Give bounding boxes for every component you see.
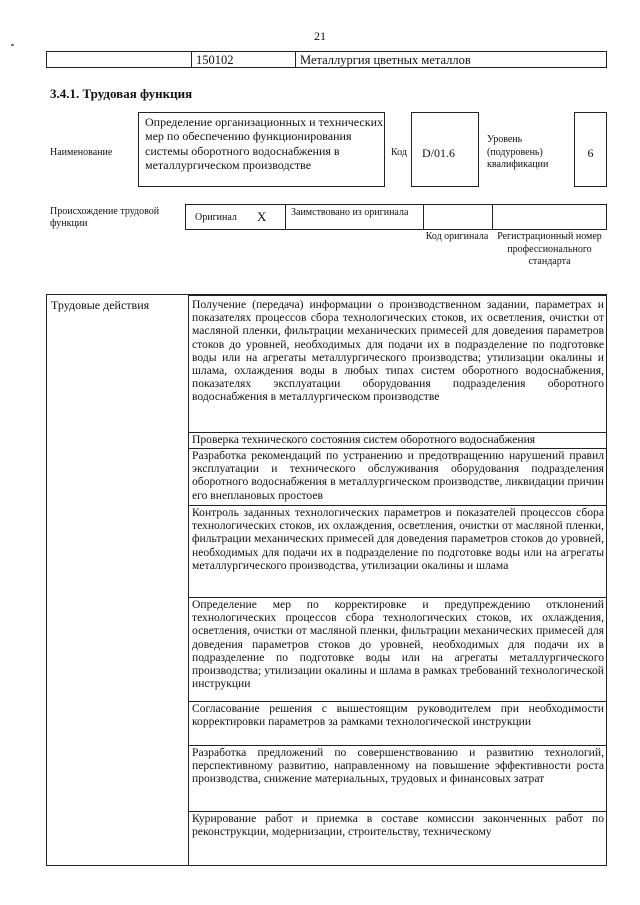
code-box — [411, 112, 479, 187]
code-original-label: Код оригинала — [425, 231, 489, 242]
origin-divider — [285, 205, 286, 229]
code-label: Код — [391, 147, 407, 158]
labor-action-item: Контроль заданных технологических параметров и показателей процессов сбора технологических стоков, их охлаждения, осветления, очистки от масляной пленки, фильтрации механических примесей для доведения параметров стоков до уровней, необходимых для подачи их в подразделение по подготовке воды или на агрегаты металлургического производства, утилизации окалины и шлама — [189, 505, 607, 597]
origin-table — [185, 204, 607, 230]
function-code: D/01.6 — [422, 146, 455, 160]
labor-action-item: Получение (передача) информации о производственном задании, параметрах и показателях процессов сбора технологических стоков, их осветления, очистки от масляной пленки, фильтрации механических примесей для доведения параметров стоков до уровней, необходимых для подачи их в подразделение по подготовке воды или на агрегаты металлургического производства; утилизации окалины и шлама, охлаждения воды в любых типах систем оборотного водоснабжения, показателях эксплуатации оборудования подразделения оборотного водоснабжения в металлургическом производстве — [189, 295, 607, 432]
function-name-box — [138, 112, 385, 187]
scan-mark — [11, 44, 14, 46]
labor-action-item: Согласование решения с вышестоящим руководителем при необходимости корректировки параметров за рамками технологической инструкции — [189, 701, 607, 745]
labor-action-item: Разработка рекомендаций по устранению и предотвращению нарушений правил эксплуатации и технического обслуживания оборудования подразделения оборотного водоснабжения в металлургическом производстве, ликвидации причин его внеплановых простоев — [189, 448, 607, 505]
specialty-code: 150102 — [196, 53, 234, 67]
page-number: 21 — [314, 29, 326, 43]
labor-actions-label: Трудовые действия — [51, 298, 150, 312]
borrowed-label: Заимствовано из оригинала — [291, 207, 409, 218]
origin-divider — [492, 205, 493, 229]
function-name: Определение организационных и технических мер по обеспечению функционирования системы оборотного водоснабжения в металлургическом производстве — [145, 115, 383, 173]
labor-action-item: Курирование работ и приемка в составе комиссии законченных работ по реконструкции, модернизации, строительству, техническому — [189, 811, 607, 867]
code-row-divider — [191, 52, 192, 67]
section-title: 3.4.1. Трудовая функция — [50, 86, 193, 101]
qualification-level: 6 — [587, 146, 594, 160]
original-mark: X — [257, 209, 267, 224]
origin-label: Происхождение трудовой функции — [50, 206, 160, 229]
origin-divider — [423, 205, 424, 229]
reg-number-label: Регистрационный номер профессионального стандарта — [497, 231, 602, 267]
original-label: Оригинал — [195, 212, 237, 223]
level-box — [574, 112, 607, 187]
specialty-code-row — [46, 51, 607, 68]
level-label: Уровень (подуровень) квалификации — [487, 134, 549, 170]
labor-action-item: Определение мер по корректировке и предупреждению отклонений технологических процессов сбора технологических стоков, их охлаждения, осветления, очистки от масляной пленки, фильтрации механических примесей для доведения параметров стоков до уровней, необходимых для подачи их в подразделение по подготовке воды или на агрегаты металлургического производства; утилизации окалины и шлама в рамках требований технологической инструкции — [189, 597, 607, 701]
labor-action-item: Проверка технического состояния систем оборотного водоснабжения — [189, 432, 607, 448]
code-row-divider — [295, 52, 296, 67]
labor-actions-table — [46, 294, 607, 866]
specialty-name: Металлургия цветных металлов — [300, 53, 471, 67]
labor-action-item: Разработка предложений по совершенствованию и развитию технологий, перспективному развитию, направленному на повышение эффективности роста производства, снижение материальных, трудовых и финансовых затрат — [189, 745, 607, 811]
naming-label: Наименование — [50, 147, 113, 158]
